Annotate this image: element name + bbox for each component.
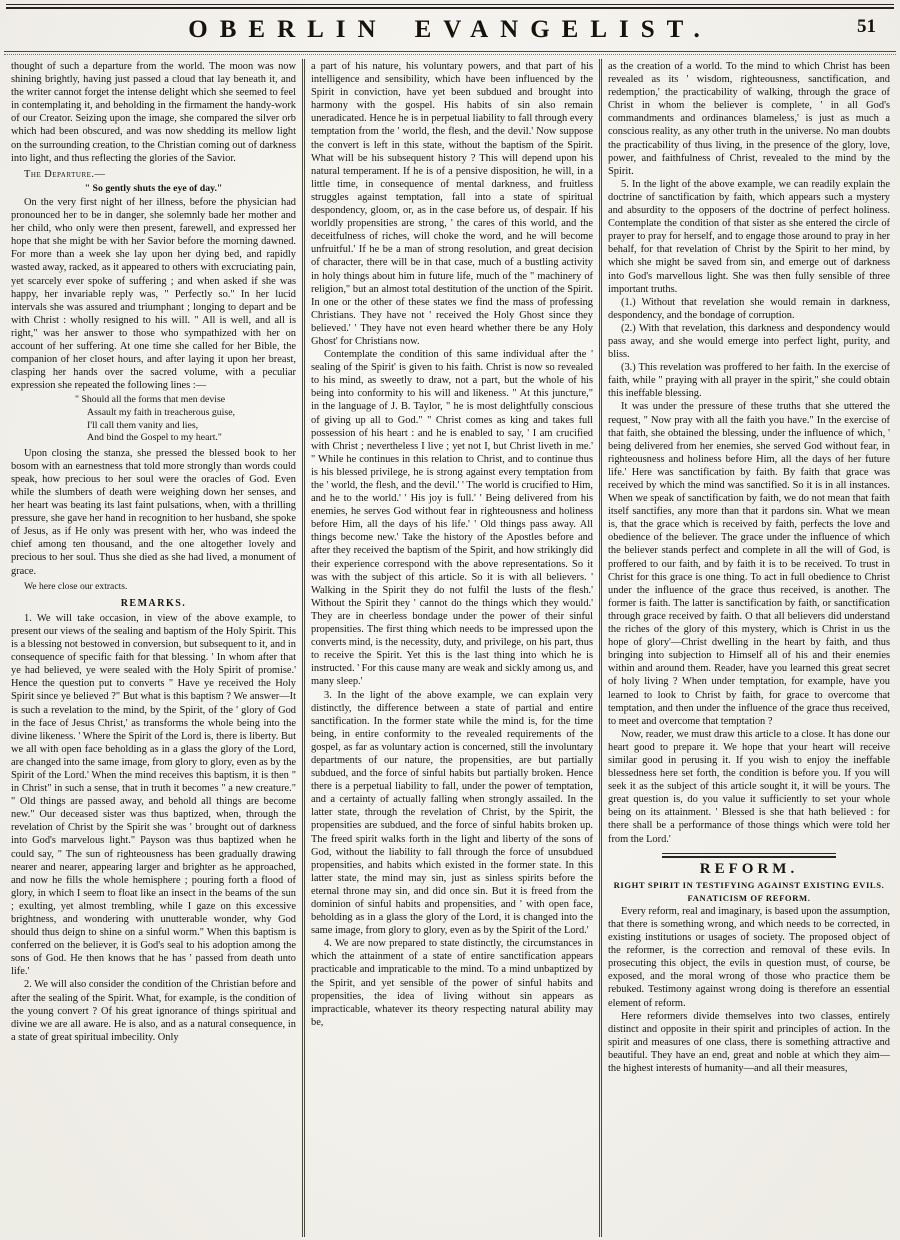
column-3 — [599, 59, 896, 1237]
verse-line: I'll call them vanity and lies, — [87, 419, 199, 431]
paragraph: a part of his nature, his voluntary powers, and that part of his intelligence and sensibility, which have been influenced by the Spirit in conviction, have yet been subdued and brought into harmony with the gospel. His habits of sin also remain uneradicated. Hence he is in perpetual liability to fall through every temptation from the ' world, the flesh, and the devil.' Now suppose the convert is left in this state, without the baptism of the Spirit. What will be his subsequent history ? This will depend upon his natural temperament. If he is of a pensive disposition, he will, in a little time, in consequence of mental darkness, and fruitless struggles against temptation, fall into a state of spiritual despondency, gloom, or, as in the case before us, of despair. If his worldly propensities are strong, ' the cares of this world, and the deceitfulness of riches, will choke the word, and he will become unfruitful.' If he be a man of strong resolution, and great decision of character, there will be in that case, much of a bustling activity in holy things about him in future life, much of the " machinery of religion," but an almost total destitution of the unction of the Spirit. In one or the other of these states we find the mass of professing Christians. They have not ' received the Holy Ghost since they believed.' ' They have not even heard whether there be any Holy Ghost' for Christians now. — [311, 61, 593, 347]
section-heading-departure: The Departure.— — [24, 168, 106, 180]
column-1 — [5, 59, 302, 1237]
paragraph: Upon closing the stanza, she pressed the blessed book to her bosom with an earnestness that told more strongly than words could speak, how precious to her soul were the oracles of God. Even while the slumbers of death were weighing down her senses, and her heart was beating its last faint pulsations, when, with a thrilling pressure, she gave her hand in recognition to her husband, she spoke of Jesus, as if He only was present with her, who was indeed the chief among ten thousand, and the one altogether lovely and precious to her soul. Thus she died as she had lived, a monument of grace. — [11, 447, 296, 577]
verse-line: Assault my faith in treacherous guise, — [87, 406, 236, 418]
paragraph: thought of such a departure from the world. The moon was now shining brightly, having just passed a cloud that lay beneath it, and the writer cannot forget the intense delight which she seemed to feel in contemplating it, and beholding in the firmament the handy-work of our Creator. Seizing upon the image, she compared the silver orb which had been obscured, and was now shedding its mellow light on the surrounding creation, to the Christian coming out of darkness into light, and thus reflecting the glories of the Savior. — [11, 61, 296, 164]
section-heading-remarks: REMARKS. — [120, 597, 187, 609]
paragraph: Now, reader, we must draw this article to a close. It has done our heart good to prepare it. We hope that your heart will receive similar good in perusing it. If you wish to enjoy the ineffable blessedness here set forth, the condition is before you. If you will seek it as the subject of this article sought it, it will be yours. The great question is, do you value it sufficiently to set your whole being on its attainment. ' Blessed is she that hath believed : for there shall be a performance of those things which were told her from the Lord.' — [608, 728, 890, 845]
article-columns — [0, 57, 900, 1237]
column-2 — [302, 59, 599, 1237]
paragraph: 1. We will take occasion, in view of the above example, to present our views of the sealing and baptism of the Holy Spirit. This is a blessing not bestowed in conversion, but subsequent to it, and in consequence of specific faith for that blessing. ' In whom after that ye had believed, ye were sealed with the Holy Spirit of promise.' Hence the question put to converts " Have ye received the Holy Spirit since ye believed ?" But what is this baptism ? We answer—It is such a revelation to the mind, by the Spirit, of the ' glory of God in the face of Jesus Christ,' as transforms the whole being into the divine likeness. ' Where the Spirit of the Lord is, there is liberty. But we all with open face beholding as in a glass the glory of the Lord, are changed into the same image, from glory to glory, even as by the Spirit of the Lord.' When the mind receives this baptism, it is then " in Christ" in such a sense, that in truth it becomes " a new creature." " Old things are passed away, and behold all things are become new." Our deceased sister was thus baptized, when, through the revelation of Christ by the Spirit she was ' brought out of darkness into God's marvelous light." Payson was thus baptized when he could say, " The sun of righteousness has been gradually drawing nearer and nearer, appearing larger and brighter as he approached, and now he fills the whole hemisphere ; pouring forth a flood of glory, in which I seem to float like an insect in the beams of the sun ; exulting, yet almost trembling, while I gaze on this excessive brightness, and wondering with unutterable wonder, why God should thus deign to shine on a sinful worm." When this baptism is conferred on the believer, it is God's seal to his adoption among the sons of God. He then knows that he has ' passed from death unto life.' — [11, 612, 296, 978]
paragraph: 3. In the light of the above example, we can explain very distinctly, the difference between a state of partial and entire sanctification. In the former state while the mind is, for the time being, in entire conformity to the revealed requirements of the gospel, as far as voluntary action is concerned, still the involuntary departments of our nature, the propensities, are but partially subdued, and the force of sinful habits but partially broken. Hence there is a perpetual liability to fall, under the power of temptation, and a certainty of actually falling when strongly assailed. In the latter state, through the revelation of Christ, by the Spirit, the propensities are subdued, and the force of sinful habits broken up. The freed spirit walks forth in the light and liberty of the sons of God, without the liability to fall through the force of unsubdued propensities, and habits which existed in the former state. In this latter state, the mind may sin, just as sinless spirits before the eternal throne may sin, and did once sin. But it is freed from the dominion of sinful habits and propensities, and ' with open face, beholding as in a glass the glory of the Lord, it is changed into the same image, from glory to glory, even as by the Spirit of the Lord.' — [311, 689, 593, 937]
paragraph: 5. In the light of the above example, we can readily explain the doctrine of sanctification by faith, which appears such a mystery and absurdity to the opposers of the doctrine of perfect holiness. Contemplate the condition of that sister as she entered the circle of prayer to pray for herself, and to engage those around to pray in her behalf, for that revelation of Christ by the Spirit to her mind, by which she might be saved from sin, and emerge out of darkness into God's marvellous light. She was then fully sensible of three important truths. — [608, 178, 890, 295]
reform-subtitle-1: RIGHT SPIRIT IN TESTIFYING AGAINST EXISTING EVILS. — [613, 879, 885, 890]
masthead — [0, 9, 900, 51]
reform-subtitle-2: FANATICISM OF REFORM. — [687, 892, 811, 903]
paragraph: It was under the pressure of these truths that she uttered the request, " Now pray with all the faith you have." In the exercise of that faith, she obtained the blessing, under the influence of which, ' being delivered from her enemies, she served God without fear, in righteousness and holiness before Him, all the days of her future life.' Here was sanctification by faith. By faith that grace was received by which the mind was sanctified. So it is in all instances. When we speak of sanctification by faith, we do not mean that faith itself sanctifies, any more than that it pardons sin. What we mean is, that the grace which is received by faith, perfects the love and obedience of the believer. The grace under the influence of which the believer stands perfect and complete in all the will of God, is proffered to our faith, and by faith it is to be received. To trust in Christ for this grace is one thing. To act in full obedience to Christ under the influence of the grace thus received, is another. The former is faith. The latter is sanctification by faith, or sanctification through grace received by faith. O that all believers did understand the riches of the glory of this mystery, which is Christ in us the hope of glory'—Christ dwelling in the heart by faith, and thus bringing into subjection to Himself all of his and their enemies within and around them. Reader, have you learned this great secret of holy living ? When under temptation, for example, have you learned to look to Christ by faith, for grace to overcome that temptation, and then under the influence of the grace thus received, to meet and overcome that temptation ? — [608, 401, 890, 727]
extracts-note: We here close our extracts. — [24, 580, 128, 592]
paragraph: (2.) With that revelation, this darkness and despondency would pass away, and she would emerge into perfect light, purity, and bliss. — [608, 322, 890, 361]
paragraph: On the very first night of her illness, before the physician had pronounced her to be in danger, she solemnly bade her mother and her child, who only were then present, farewell, and expressed her hope that she might be with her Savior before the morning dawned. For more than a week she lay upon her dying bed, and rapidly wasted away, racked, as it appeared to others with excruciating pain, yet scarcely ever spoke of suffering ; and when asked if she was happy, her invariable reply was, " Perfectly so." In her lucid intervals she was assured and triumphant ; longing to depart and be with Christ : wholly resigned to his will. " All is well, and all is right," was her answer to those who sympathized with her on account of her suffering. At one time she called for her Bible, the companion of her closet hours, and after laying it upon her breast, clasping her hands over the sacred volume, with a peculiar expression she repeated the following lines :— — [11, 196, 296, 392]
verse-line: And bind the Gospel to my heart." — [87, 432, 222, 444]
masthead-title: OBERLIN EVANGELIST. — [188, 16, 712, 43]
page-number: 51 — [857, 16, 876, 37]
paragraph: Contemplate the condition of this same individual after the ' sealing of the Spirit' is given to his faith. Christ is now so revealed to his mind, as sweetly to draw, not a part, but the whole of his being into conformity to his will and likeness. " At this juncture," in the language of J. B. Taylor, " he is most delightfully conscious of giving up all to God." " Christ comes as king and takes full possession of his heart : and he is enabled to say, ' I am crucified with Christ ; nevertheless I live ; yet not I, but Christ liveth in me.' " While he continues in this relation to Christ, and to continue thus is his blessed privilege, he is strong against every temptation from the ' world, the flesh, and the devil.' ' The world is crucified to Him, and he to the world.' ' His joy is full.' ' Being delivered from his enemies, he serves God without fear in righteousness and holiness before Him, all the days of his life.' ' Old things pass away. All things become new.' Take the history of the Apostles before and after they received the baptism of the Spirit, and how strikingly did their experience correspond with the above representations. So it was with the subject of this article. So it is with all believers. ' Walking in the Spirit they do not fulfil the lusts of the flesh.' Without the Spirit they ' cannot do the things which they would.' They are in cheerless bondage under the power of their sinful propensities. The first thing which needs to be impressed upon the converts mind, is the necessity, duty, and privilege, on his part, thus to receive the Spirit. Yet this is the last thing into which he is instructed. ' For this cause many are weak and sickly among us, and many sleep.' — [311, 349, 593, 688]
section-divider-rule — [662, 853, 837, 858]
epigraph-quote: " So gently shuts the eye of day." — [84, 182, 223, 194]
paragraph: Here reformers divide themselves into two classes, entirely distinct and opposite in their spirit and principles of action. In the spirit and measures of one class, there is something attractive and beautiful. They have an end, great and noble at which they aim—the highest interests of humanity—and all their measures, — [608, 1010, 890, 1075]
section-heading-reform: REFORM. — [699, 860, 799, 877]
paragraph: (3.) This revelation was proffered to her faith. In the exercise of faith, while " praying with all prayer in the spirit," she could obtain this ineffable blessing. — [608, 362, 890, 400]
paragraph: 4. We are now prepared to state distinctly, the circumstances in which the attainment of a state of entire sanctification appears practicable and impraticable to the mind. To a mind unbaptized by the Spirit, and yet sensible of the power of sinful habits and propensities, the idea of living without sin appears as impracticable, whatever its theory respecting natural ability may be, — [311, 938, 593, 1028]
paragraph: 2. We will also consider the condition of the Christian before and after the sealing of the Spirit. What, for example, is the condition of the young convert ? Of his great ignorance of things spiritual and divine we are all aware. He is also, and as a natural consequence, in a state of great spiritual imbecility. Only — [11, 979, 296, 1043]
masthead-divider-rule — [4, 51, 896, 55]
verse-line: " Should all the forms that men devise — [75, 394, 226, 406]
paragraph: as the creation of a world. To the mind to which Christ has been revealed as its ' wisdom, righteousness, sanctification, and redemption,' the practicability of walking, through the grace of Christ in whom the believer is complete, ' in all God's commandments and ordinances blameless,' is just as much a conscious reality, as any other truth in the universe. No man doubts the practicability of thus living, in the presence of the glory, love, power, and faithfulness of Christ, revealed to the mind by the Spirit. — [608, 61, 890, 177]
hymn-verse — [75, 394, 296, 444]
paragraph: Every reform, real and imaginary, is based upon the assumption, that there is something wrong, and which needs to be corrected, in existing institutions or usages of society. The proposed object of the reformer, is the correction and removal of these evils. In prosecuting this object, the evils in question must, of course, be exposed, and the moral wrong of those who practice them be rebuked. Testimony against wrong doing is therefore an essential element of reform. — [608, 905, 890, 1009]
paragraph: (1.) Without that revelation she would remain in darkness, despondency, and the bondage of corruption. — [608, 296, 890, 321]
